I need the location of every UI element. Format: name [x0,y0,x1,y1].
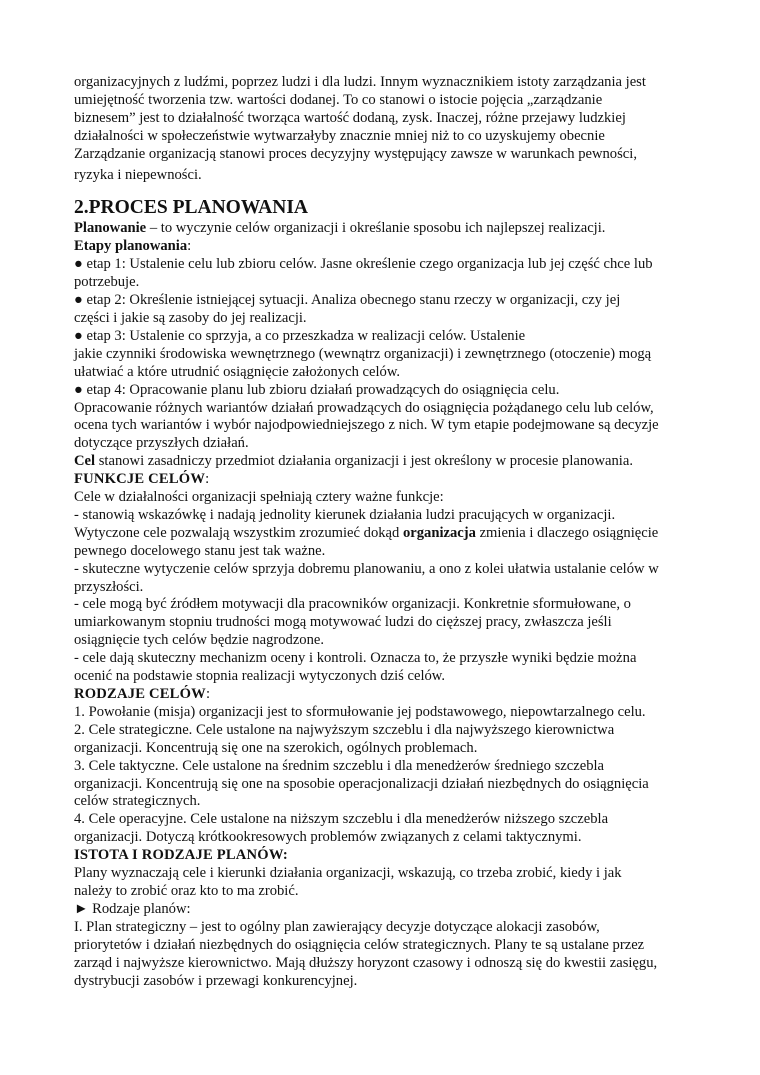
stage-3: ● etap 3: Ustalenie co sprzyja, a co przeszkadza w realizacji celów. Ustalenie [74,327,526,344]
text-line: działalności w społeczeństwie wytwarzałyby znacznie mniej niż to co uzyskujemy obecnie [74,127,605,144]
stage-4-cont: dotyczące przyszłych działań. [74,435,249,452]
function-3: - cele mogą być źródłem motywacji dla pracowników organizacji. Konkretnie sformułowane, o [74,596,631,613]
definition-line [74,220,694,238]
cel-definition [74,453,694,471]
etapy-label: Etapy planowania [74,238,188,255]
colon: : [205,686,210,702]
function-1-cont: pewnego docelowego stanu jest tak ważne. [74,542,326,559]
stage-4: ● etap 4: Opracowanie planu lub zbioru działań prowadzących do osiągnięcia celu. [74,381,560,398]
goal-type-2-cont: organizacji. Koncentrują się one na szerokich, ogólnych problemach. [74,739,478,756]
function-2-cont: przyszłości. [74,578,144,595]
stage-2-cont: części i jakie są zasoby do jej realizacji. [74,309,307,326]
document-page [74,74,694,990]
term-planowanie: Planowanie [74,220,147,237]
definition-text: – to wyczynie celów organizacji i określanie sposobu ich najlepszej realizacji. [146,220,606,237]
function-3-cont: umiarkowanym stopniu trudności mogą motywować ludzi do cięższej pracy, zwłaszcza jeśli [74,614,612,631]
stage-3-cont: jakie czynniki środowiska wewnętrznego (wewnątrz organizacji) i zewnętrznego (otoczenie) mogą [74,345,652,362]
goal-type-3-cont: celów strategicznych. [74,793,201,810]
function-4-cont: ocenić na podstawie stopnia realizacji wytyczonych dziś celów. [74,668,446,685]
text-line: priorytetów i działań niezbędnych do osiągnięcia celów strategicznych. Plany te są ustalane przez [74,936,645,953]
text-line: należy to zrobić oraz kto to ma zrobić. [74,882,299,899]
goal-type-4-cont: organizacji. Dotyczą krótkookresowych problemów związanych z celami taktycznymi. [74,829,582,846]
text-line: organizacyjnych z ludźmi, poprzez ludzi i dla ludzi. Innym wyznacznikiem istoty zarządzania jest [74,74,646,90]
text-line: zarząd i najwyższe kierownictwo. Mają dłuższy horyzont czasowy i odnoszą się do kwestii zasięgu, [74,954,658,971]
text-line: dystrybucji zasobów i przewagi konkurencyjnej. [74,972,358,989]
stage-1: ● etap 1: Ustalenie celu lub zbioru celów. Jasne określenie czego organizacja lub jej część chce lub [74,256,653,273]
stage-4-cont: ocena tych wariantów i wybór najodpowiedniejszego z nich. W tym etapie podejmowane są decyzje [74,417,659,434]
text-run: Wytyczone cele pozwalają wszystkim zrozumieć dokąd [74,524,403,541]
stage-1-cont: potrzebuje. [74,274,140,291]
subheading-etapy [74,238,694,256]
goal-type-3-cont: organizacji. Koncentrują się one na sposobie operacjonalizacji działań niezbędnych do osiągnięcia [74,775,649,792]
function-3-cont: osiągnięcie tych celów będzie nagrodzone. [74,632,325,649]
intro-paragraph [74,74,694,184]
text-line: Plany wyznaczają cele i kierunki działania organizacji, wskazują, co trzeba zrobić, kiedy i jak [74,865,622,882]
colon: : [205,471,210,488]
colon: : [187,238,192,255]
goal-type-1: 1. Powołanie (misja) organizacji jest to sformułowanie jej podstawowego, niepowtarzalnego celu. [74,703,646,720]
text-run: zmienia i dlaczego osiągnięcie [475,524,659,541]
rodzaje-label: RODZAJE CELÓW [74,686,206,702]
bold-word: organizacja [402,524,476,541]
stage-4-cont: Opracowanie różnych wariantów działań prowadzących do osiągnięcia pożądanego celu lub celów, [74,399,654,416]
stage-3-cont: ułatwiać a które utrudnić osiągnięcie założonych celów. [74,363,401,380]
text-line: umiejętność tworzenia tzw. wartości dodanej. To co stanowi o istocie pojęcia „zarządzanie [74,91,603,108]
text-line: biznesem” jest to działalność tworząca wartość dodaną, zysk. Inaczej, różne przejawy ludzkiej [74,109,626,126]
text-line: Cele w działalności organizacji spełniają cztery ważne funkcje: [74,489,444,506]
subheading-rodzaje [74,686,694,704]
term-cel: Cel [74,453,96,470]
stage-2: ● etap 2: Określenie istniejącej sytuacji. Analiza obecnego stanu rzeczy w organizacji, czy jej [74,292,621,309]
function-1-cont [74,525,694,543]
plan-types-label: ► Rodzaje planów: [74,900,191,917]
text-line: ryzyka i niepewności. [74,166,202,183]
function-4: - cele dają skuteczny mechanizm oceny i kontroli. Oznacza to, że przyszłe wyniki będzie można [74,650,637,667]
function-2: - skuteczne wytyczenie celów sprzyja dobremu planowaniu, a ono z kolei ułatwia ustalanie celów w [74,560,659,577]
subheading-istota: ISTOTA I RODZAJE PLANÓW: [74,847,288,864]
text-line: I. Plan strategiczny – jest to ogólny plan zawierający decyzje dotyczące alokacji zasobów, [74,918,600,935]
text-line: Zarządzanie organizacją stanowi proces decyzyjny występujący zawsze w warunkach pewności, [74,145,637,162]
section-heading: 2.PROCES PLANOWANIA [74,197,309,219]
cel-text: stanowi zasadniczy przedmiot działania organizacji i jest określony w procesie planowania. [95,453,633,470]
goal-type-3: 3. Cele taktyczne. Cele ustalone na średnim szczeblu i dla menedżerów średniego szczebla [74,757,605,774]
function-1: - stanowią wskazówkę i nadają jednolity kierunek działania ludzi pracujących w organizacji. [74,506,616,523]
goal-type-2: 2. Cele strategiczne. Cele ustalone na najwyższym szczeblu i dla najwyższego kierownictwa [74,721,615,738]
funkcje-label: FUNKCJE CELÓW [74,471,206,488]
goal-type-4: 4. Cele operacyjne. Cele ustalone na niższym szczeblu i dla menedżerów niższego szczebla [74,811,609,828]
subheading-funkcje [74,471,694,489]
